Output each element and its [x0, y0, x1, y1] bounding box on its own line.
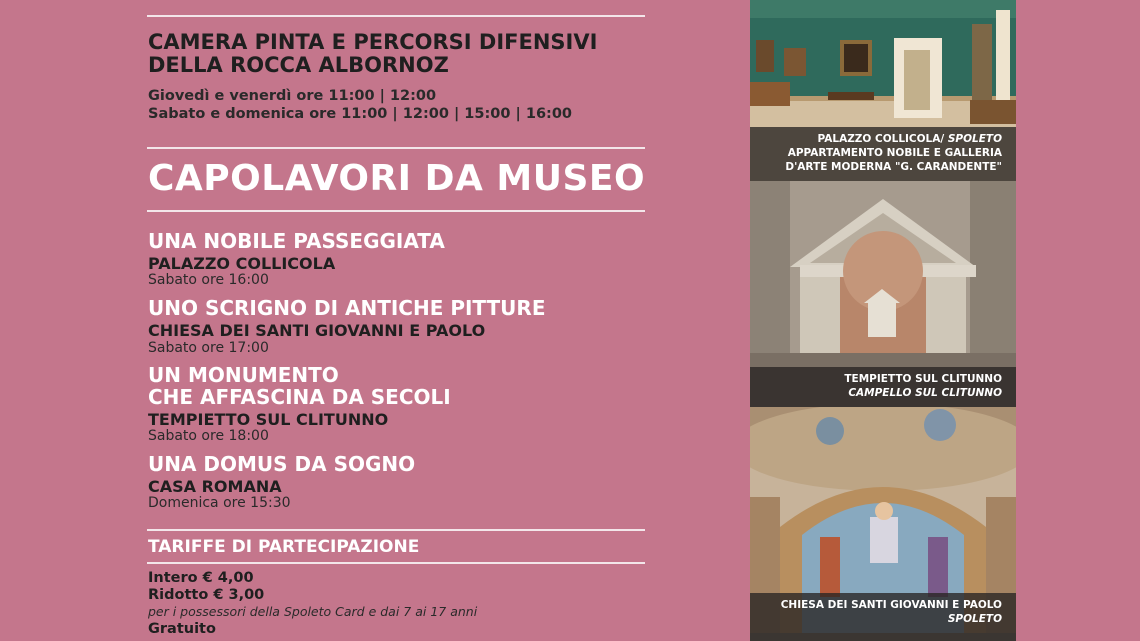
- photo-caption: CHIESA DEI SANTI GIOVANNI E PAOLO SPOLETO: [750, 593, 1016, 633]
- event-title: UNA NOBILE PASSEGGIATA: [148, 229, 445, 253]
- photo-floor-strip: [750, 633, 1016, 641]
- event-title-line2: CHE AFFASCINA DA SECOLI: [148, 385, 451, 409]
- section1-title-line1: CAMERA PINTA E PERCORSI DIFENSIVI: [148, 30, 598, 54]
- divider-2: [147, 147, 645, 149]
- divider-4: [147, 529, 645, 531]
- photo-caption: TEMPIETTO SUL CLITUNNO CAMPELLO SUL CLITUNNO: [750, 367, 1016, 407]
- photo-caption: PALAZZO COLLICOLA/ SPOLETO APPARTAMENTO NOBILE E GALLERIA D'ARTE MODERNA "G. CARANDENTE": [750, 127, 1016, 181]
- price-intero: Intero € 4,00: [148, 570, 254, 586]
- divider-5: [147, 562, 645, 564]
- event-time: Sabato ore 16:00: [148, 272, 269, 288]
- event-title: UNO SCRIGNO DI ANTICHE PITTURE: [148, 296, 546, 320]
- photo-chiesa: [750, 407, 1016, 633]
- section2-title: CAPOLAVORI DA MUSEO: [148, 158, 646, 199]
- section1-schedule-line1: Giovedì e venerdì ore 11:00 | 12:00: [148, 88, 437, 104]
- divider-top: [147, 15, 645, 17]
- price-ridotto-note: per i possessori della Spoleto Card e dai 7 ai 17 anni: [148, 604, 478, 619]
- price-gratuito: Gratuito: [148, 621, 216, 637]
- photo-tempietto: [750, 181, 1016, 407]
- event-time: Sabato ore 18:00: [148, 428, 269, 444]
- event-place: TEMPIETTO SUL CLITUNNO: [148, 410, 389, 429]
- event-place: CHIESA DEI SANTI GIOVANNI E PAOLO: [148, 321, 486, 340]
- photo-palazzo-collicola: [750, 0, 1016, 181]
- event-title-line1: UN MONUMENTO: [148, 363, 339, 387]
- event-title: UNA DOMUS DA SOGNO: [148, 452, 416, 476]
- event-time: Domenica ore 15:30: [148, 495, 291, 511]
- event-place: PALAZZO COLLICOLA: [148, 254, 336, 273]
- event-place: CASA ROMANA: [148, 477, 282, 496]
- event-time: Sabato ore 17:00: [148, 340, 269, 356]
- price-ridotto: Ridotto € 3,00: [148, 587, 265, 603]
- tariffe-title: TARIFFE DI PARTECIPAZIONE: [148, 537, 420, 557]
- divider-3: [147, 210, 645, 212]
- section1-schedule-line2: Sabato e domenica ore 11:00 | 12:00 | 15:00 | 16:00: [148, 106, 573, 122]
- section1-title-line2: DELLA ROCCA ALBORNOZ: [148, 53, 449, 77]
